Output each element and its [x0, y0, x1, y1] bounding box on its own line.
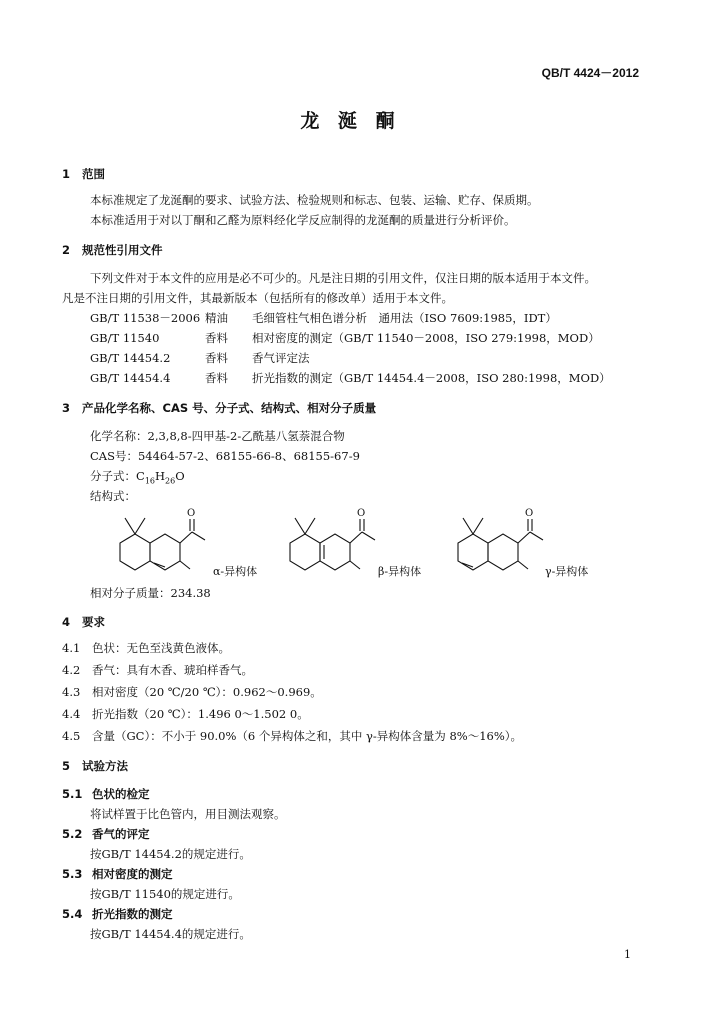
- reference-item: GB/T 11538－2006 精油 毛细管柱气相色谱分析 通用法（ISO 7609:1985，IDT）: [90, 311, 557, 325]
- requirement-item: 4.3 相对密度（20 ℃/20 ℃）：0.962～0.969。: [62, 685, 322, 699]
- section-1-heading: 1 范围: [62, 167, 105, 181]
- subsection-heading: 5.4 折光指数的测定: [62, 907, 173, 921]
- section-2-heading: 2 规范性引用文件: [62, 243, 163, 257]
- section-2-paragraph-line-1: 下列文件对于本文件的应用是必不可少的。凡是注日期的引用文件，仅注日期的版本适用于本文件。: [90, 271, 596, 285]
- page-number: 1: [624, 948, 631, 961]
- reference-item: GB/T 14454.4 香料 折光指数的测定（GB/T 14454.4－2008，ISO 280:1998，MOD）: [90, 371, 611, 385]
- section-1-paragraph-1: 本标准规定了龙涎酮的要求、试验方法、检验规则和标志、包装、运输、贮存、保质期。: [90, 193, 539, 207]
- reference-item: GB/T 14454.2 香料 香气评定法: [90, 351, 310, 365]
- chemical-name: 化学名称：2,3,8,8-四甲基-2-乙酰基八氢萘混合物: [90, 429, 345, 443]
- alpha-isomer-label: α-异构体: [213, 565, 258, 578]
- subsection-text: 按GB/T 11540的规定进行。: [90, 887, 240, 901]
- carbonyl-oxygen-label: O: [525, 508, 534, 519]
- requirement-item: 4.1 色状：无色至浅黄色液体。: [62, 641, 230, 655]
- beta-isomer-label: β-异构体: [378, 565, 422, 578]
- requirement-item: 4.5 含量（GC）：不小于 90.0%（6 个异构体之和，其中 γ-异构体含量为 8%～16%）。: [62, 729, 523, 743]
- gamma-isomer-structure: [450, 505, 560, 580]
- cas-numbers: CAS号：54464-57-2、68155-66-8、68155-67-9: [90, 449, 360, 463]
- document-title: 龙 涎 酮: [300, 110, 401, 132]
- carbonyl-oxygen-label: O: [357, 508, 366, 519]
- subsection-heading: 5.3 相对密度的测定: [62, 867, 173, 881]
- subsection-text: 按GB/T 14454.4的规定进行。: [90, 927, 251, 941]
- requirement-item: 4.4 折光指数（20 ℃）：1.496 0～1.502 0。: [62, 707, 309, 721]
- subsection-text: 将试样置于比色管内，用目测法观察。: [90, 807, 286, 821]
- subsection-heading: 5.1 色状的检定: [62, 787, 150, 801]
- section-3-heading: 3 产品化学名称、CAS 号、分子式、结构式、相对分子质量: [62, 401, 377, 415]
- carbonyl-oxygen-label: O: [187, 508, 196, 519]
- requirement-item: 4.2 香气：具有木香、琥珀样香气。: [62, 663, 253, 677]
- beta-isomer-structure: [282, 505, 392, 580]
- gamma-isomer-label: γ-异构体: [545, 565, 589, 578]
- section-2-paragraph-line-2: 凡是不注日期的引用文件，其最新版本（包括所有的修改单）适用于本文件。: [62, 291, 453, 305]
- section-4-heading: 4 要求: [62, 615, 105, 629]
- molecular-formula: 分子式：$C_{16}H_{26}O$: [90, 469, 185, 486]
- section-1-paragraph-2: 本标准适用于对以丁酮和乙醛为原料经化学反应制得的龙涎酮的质量进行分析评价。: [90, 213, 516, 227]
- structure-label: 结构式：: [90, 489, 136, 503]
- alpha-isomer-structure: [112, 505, 222, 580]
- subsection-heading: 5.2 香气的评定: [62, 827, 150, 841]
- section-5-heading: 5 试验方法: [62, 759, 128, 773]
- subsection-text: 按GB/T 14454.2的规定进行。: [90, 847, 251, 861]
- standard-code: QB/T 4424－2012: [541, 66, 639, 80]
- relative-molecular-mass: 相对分子质量：234.38: [90, 586, 211, 600]
- reference-item: GB/T 11540 香料 相对密度的测定（GB/T 11540－2008，ISO 279:1998，MOD）: [90, 331, 600, 345]
